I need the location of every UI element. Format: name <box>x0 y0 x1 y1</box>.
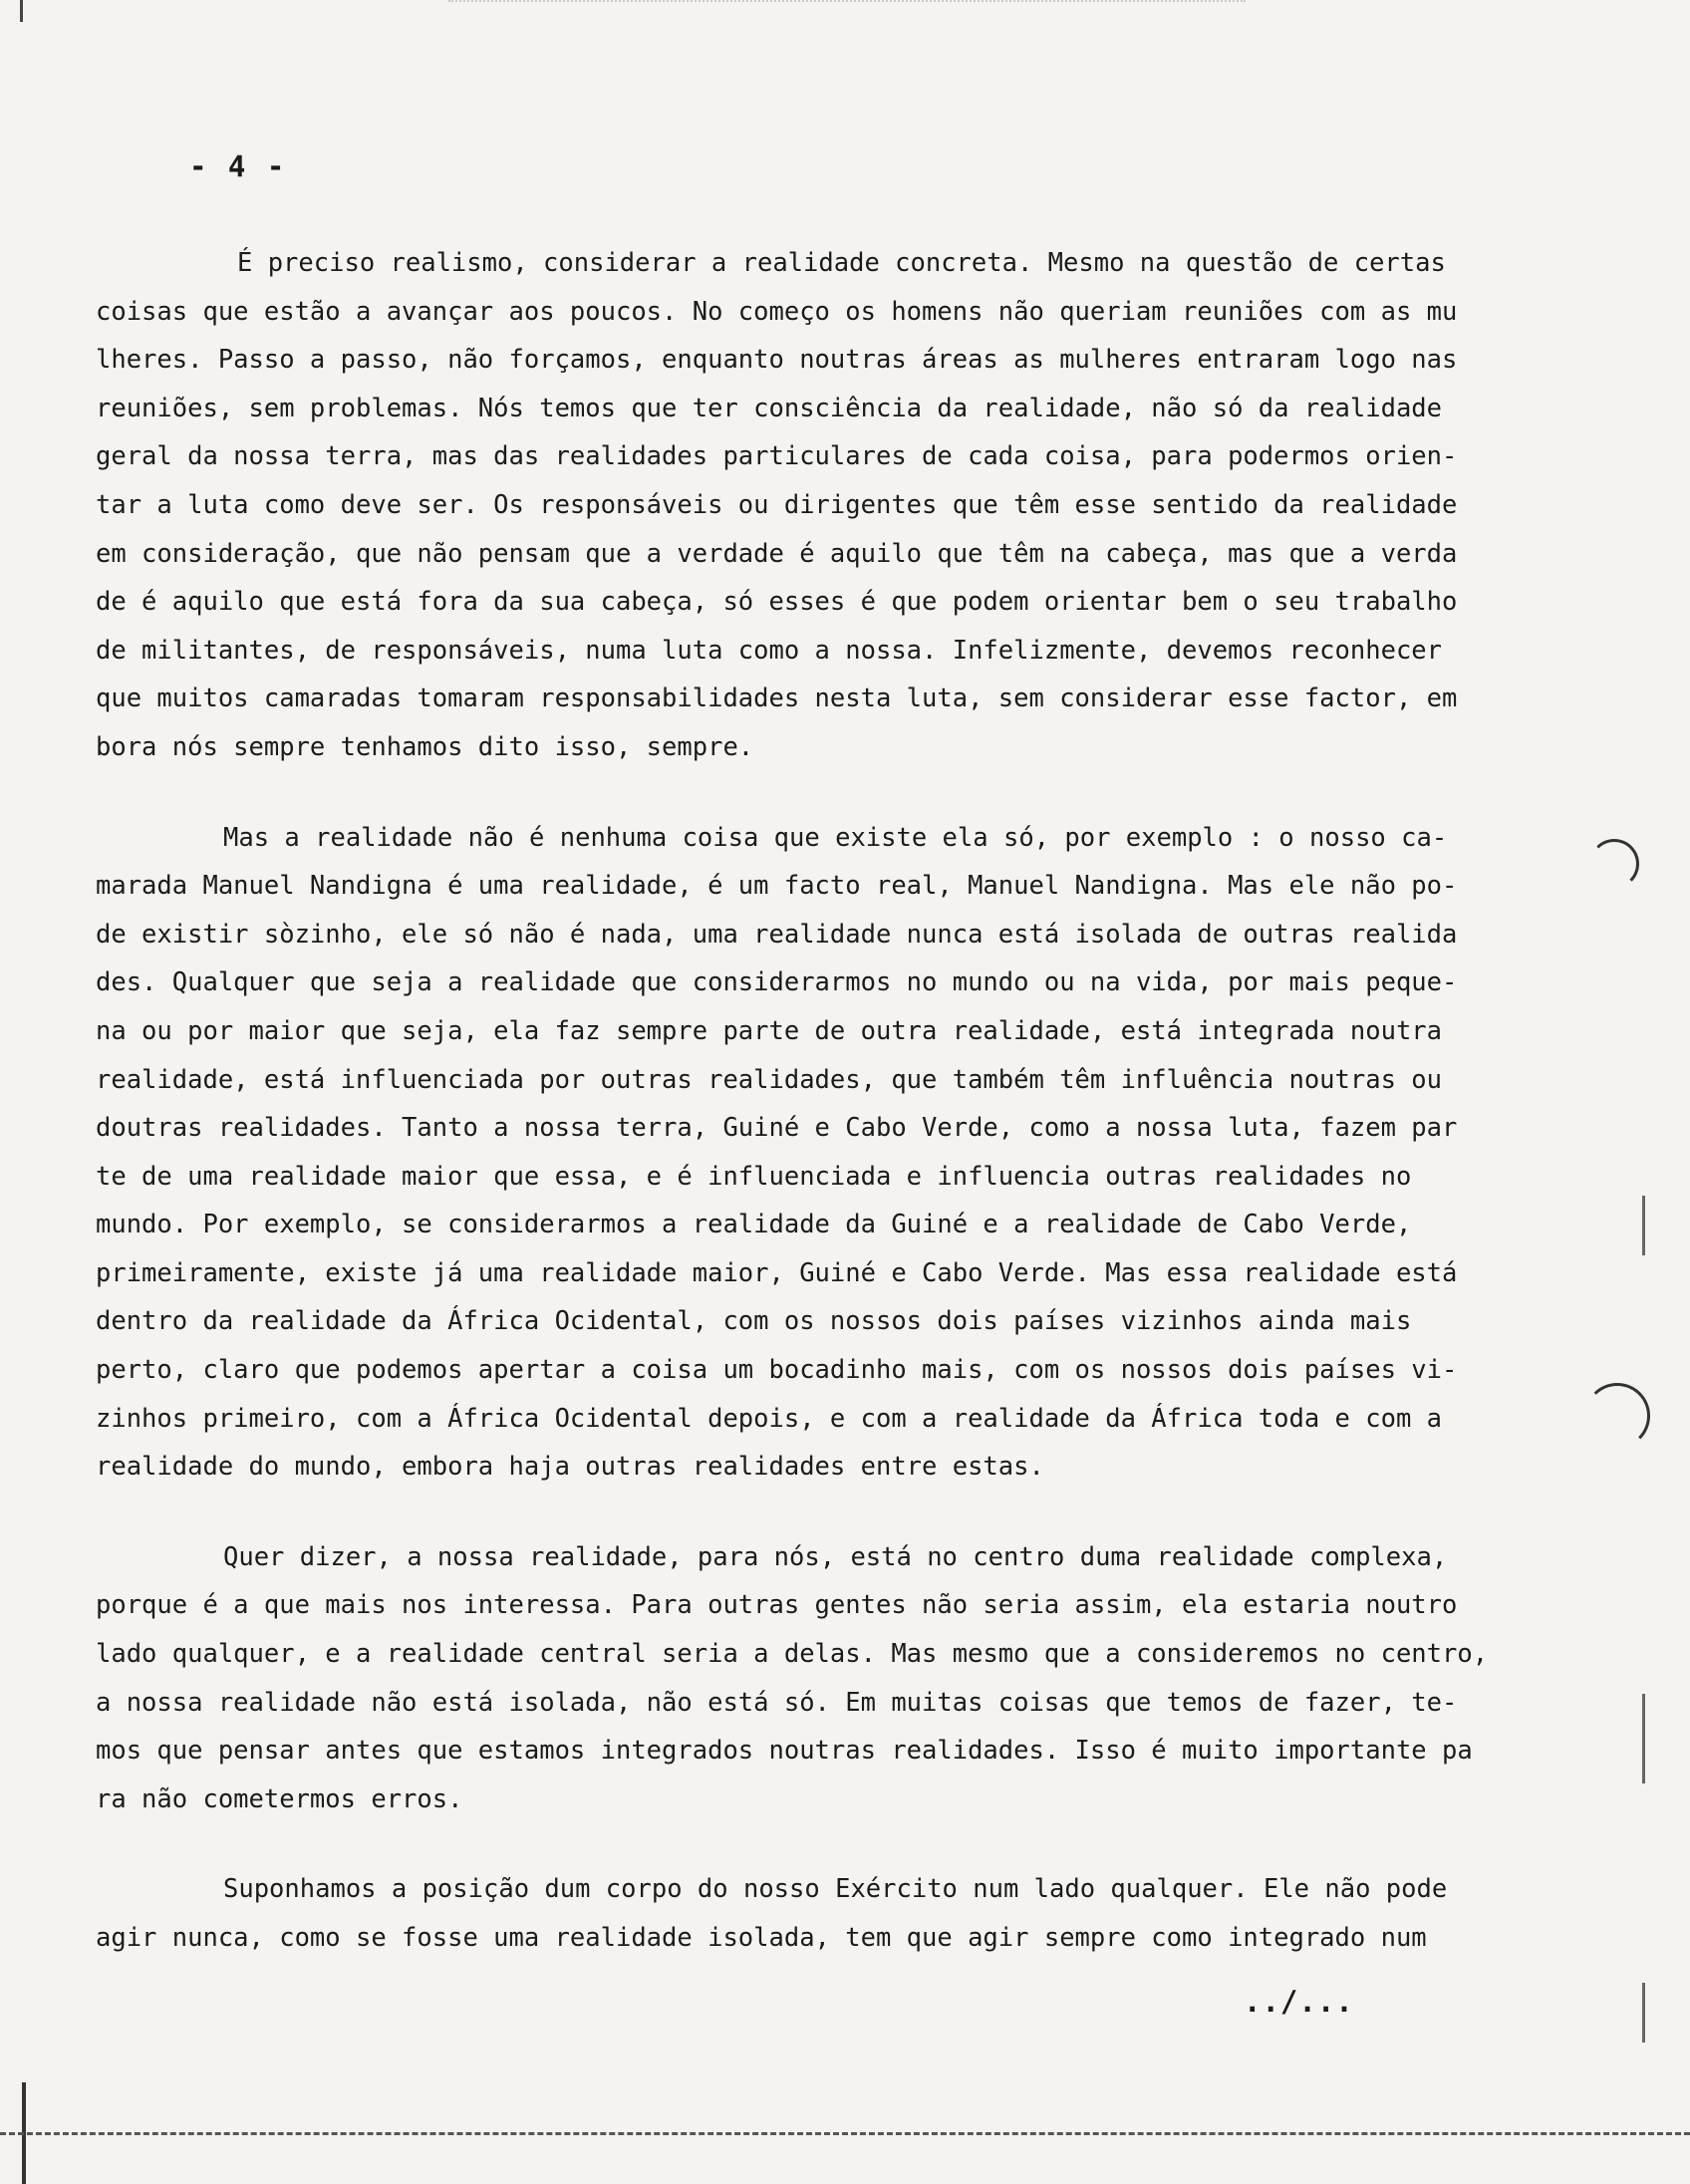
margin-tick <box>1642 1196 1645 1255</box>
text-line: de militantes, de responsáveis, numa luta como a nossa. Infelizmente, devemos reconhecer <box>96 635 1443 666</box>
page-number: - 4 - <box>189 149 287 183</box>
paragraph-3 <box>96 1533 1521 1824</box>
text-line: des. Qualquer que seja a realidade que considerarmos no mundo ou na vida, por mais peque- <box>96 967 1458 998</box>
text-line: de é aquilo que está fora da sua cabeça, só esses é que podem orientar bem o seu trabalho <box>96 587 1458 618</box>
text-line: primeiramente, existe já uma realidade maior, Guiné e Cabo Verde. Mas essa realidade está <box>96 1257 1458 1288</box>
text-line: a nossa realidade não está isolada, não está só. Em muitas coisas que temos de fazer, te- <box>96 1687 1458 1718</box>
body-text <box>96 239 1521 2005</box>
margin-mark <box>1584 1383 1650 1449</box>
text-line: que muitos camaradas tomaram responsabilidades nesta luta, sem considerar esse factor, em <box>96 683 1458 714</box>
text-line: doutras realidades. Tanto a nossa terra, Guiné e Cabo Verde, como a nossa luta, fazem par <box>96 1113 1458 1144</box>
scan-bottom-edge <box>0 2132 1690 2137</box>
margin-tick <box>1642 1694 1645 1783</box>
text-line: na ou por maior que seja, ela faz sempre parte de outra realidade, está integrada noutra <box>96 1015 1443 1046</box>
text-line: perto, claro que podemos apertar a coisa um bocadinho mais, com os nossos dois países vi- <box>96 1355 1458 1386</box>
text-line: em consideração, que não pensam que a verdade é aquilo que têm na cabeça, mas que a verda <box>96 538 1458 569</box>
text-line: Suponhamos a posição dum corpo do nosso Exército num lado qualquer. Ele não pode <box>223 1874 1448 1905</box>
text-line: mundo. Por exemplo, se considerarmos a realidade da Guiné e a realidade de Cabo Verde, <box>96 1210 1412 1240</box>
paragraph-4 <box>96 1865 1521 1962</box>
text-line: agir nunca, como se fosse uma realidade isolada, tem que agir sempre como integrado num <box>96 1923 1427 1953</box>
text-line: de existir sòzinho, ele só não é nada, uma realidade nunca está isolada de outras realida <box>96 919 1458 950</box>
text-line: Quer dizer, a nossa realidade, para nós, está no centro duma realidade complexa, <box>223 1541 1448 1572</box>
text-line: tar a luta como deve ser. Os responsáveis ou dirigentes que têm esse sentido da realidade <box>96 489 1458 520</box>
paragraph-2 <box>96 814 1521 1492</box>
text-line: te de uma realidade maior que essa, e é influenciada e influencia outras realidades no <box>96 1161 1412 1192</box>
text-line: geral da nossa terra, mas das realidades particulares de cada coisa, para podermos orien- <box>96 441 1458 472</box>
text-line: ra não cometermos erros. <box>96 1783 463 1814</box>
text-line: coisas que estão a avançar aos poucos. No começo os homens não queriam reuniões com as mu <box>96 296 1458 327</box>
scan-left-mark <box>20 0 23 22</box>
text-line: realidade, está influenciada por outras realidades, que também têm influência noutras ou <box>96 1064 1443 1095</box>
text-line: zinhos primeiro, com a África Ocidental depois, e com a realidade da África toda e com a <box>96 1403 1443 1434</box>
text-line: Mas a realidade não é nenhuma coisa que existe ela só, por exemplo : o nosso ca- <box>223 822 1448 853</box>
text-line: marada Manuel Nandigna é uma realidade, é um facto real, Manuel Nandigna. Mas ele não po- <box>96 871 1458 902</box>
paragraph-1 <box>96 239 1521 772</box>
scan-top-edge <box>448 0 1246 8</box>
text-line: reuniões, sem problemas. Nós temos que ter consciência da realidade, não só da realidade <box>96 393 1443 423</box>
text-line: realidade do mundo, embora haja outras realidades entre estas. <box>96 1452 1044 1483</box>
margin-tick <box>1642 1983 1645 2043</box>
text-line: lheres. Passo a passo, não forçamos, enquanto noutras áreas as mulheres entraram logo nas <box>96 345 1458 376</box>
text-line: porque é a que mais nos interessa. Para outras gentes não seria assim, ela estaria noutro <box>96 1590 1458 1621</box>
text-line: dentro da realidade da África Ocidental, com os nossos dois países vizinhos ainda mais <box>96 1306 1412 1337</box>
continuation-mark: ../... <box>1244 1985 1354 2019</box>
text-line: É preciso realismo, considerar a realidade concreta. Mesmo na questão de certas <box>237 248 1446 278</box>
text-line: mos que pensar antes que estamos integrados noutras realidades. Isso é muito importante pa <box>96 1736 1473 1767</box>
text-line: lado qualquer, e a realidade central seria a delas. Mas mesmo que a consideremos no centro, <box>96 1639 1489 1670</box>
margin-mark <box>1589 839 1639 889</box>
text-line: bora nós sempre tenhamos dito isso, sempre. <box>96 731 754 762</box>
